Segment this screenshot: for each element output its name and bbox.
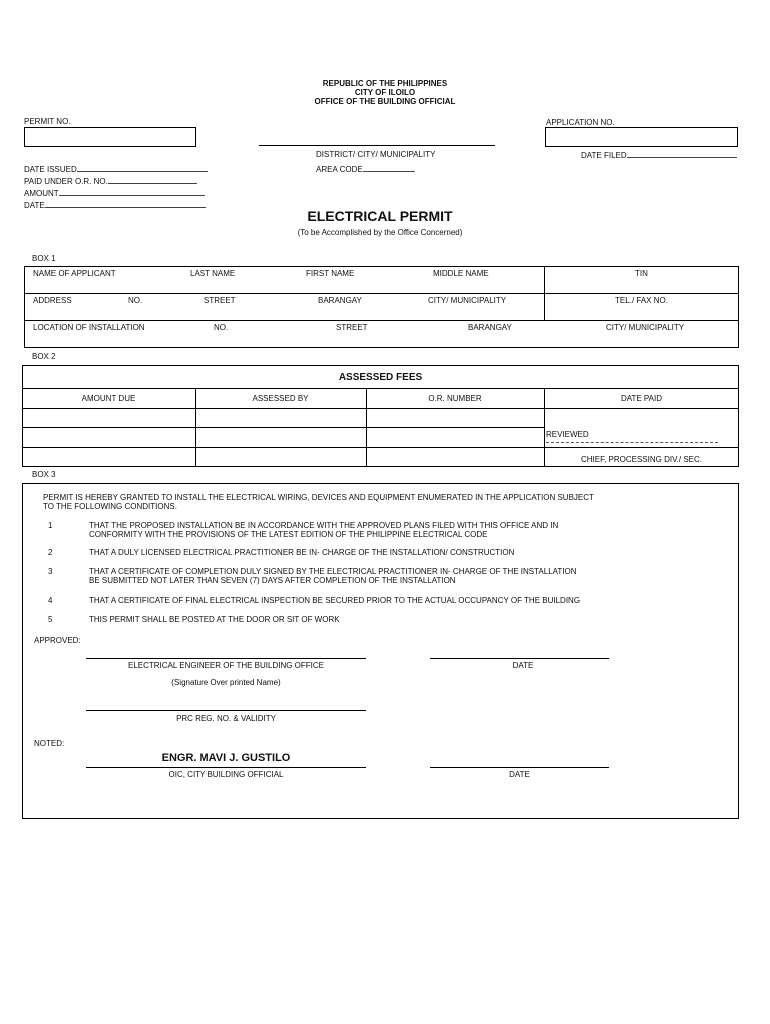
location-no-label: NO. <box>214 323 229 332</box>
official-signature-line <box>86 767 366 768</box>
address-street-label: STREET <box>204 296 236 305</box>
header-city: CITY OF ILOILO <box>354 88 416 97</box>
last-name-label: LAST NAME <box>190 269 236 278</box>
address-barangay-label: BARANGAY <box>318 296 362 305</box>
noted-label: NOTED: <box>34 739 65 748</box>
assessed-fees-title: ASSESSED FEES <box>338 372 423 383</box>
prc-label: PRC REG. NO. & VALIDITY <box>176 714 276 723</box>
header-office: OFFICE OF THE BUILDING OFFICIAL <box>314 97 456 106</box>
date-label: DATE <box>24 201 45 210</box>
date-field[interactable] <box>45 200 206 208</box>
chief-label: CHIEF, PROCESSING DIV./ SEC. <box>580 455 703 464</box>
box3-label: BOX 3 <box>32 470 56 479</box>
amount-label: AMOUNT <box>24 189 59 198</box>
date-filed-field[interactable] <box>627 150 737 158</box>
noted-date-line[interactable] <box>430 767 609 768</box>
application-no-label: APPLICATION NO. <box>546 118 615 127</box>
address-city-label: CITY/ MUNICIPALITY <box>428 296 507 305</box>
reviewed-label: REVIEWED <box>546 430 589 439</box>
amount-row <box>24 188 205 198</box>
location-street-label: STREET <box>336 323 368 332</box>
condition-text: THAT A DULY LICENSED ELECTRICAL PRACTITIONER BE IN- CHARGE OF THE INSTALLATION/ CONSTRUCTION <box>89 548 515 557</box>
amount-field[interactable] <box>59 188 205 196</box>
location-barangay-label: BARANGAY <box>468 323 512 332</box>
noted-date-label: DATE <box>509 770 530 779</box>
date-issued-field[interactable] <box>77 164 208 172</box>
engineer-label: ELECTRICAL ENGINEER OF THE BUILDING OFFICE <box>127 661 325 670</box>
condition-text: THAT A CERTIFICATE OF COMPLETION DULY SIGNED BY THE ELECTRICAL PRACTITIONER IN- CHARGE OF THE INSTALLATION <box>89 567 577 576</box>
permit-intro-line1: PERMIT IS HEREBY GRANTED TO INSTALL THE ELECTRICAL WIRING, DEVICES AND EQUIPMENT ENUMERATED IN THE APPLICATION SUBJECT <box>43 493 594 502</box>
address-no-label: NO. <box>128 296 143 305</box>
date-paid-header: DATE PAID <box>620 394 663 403</box>
location-city-label: CITY/ MUNICIPALITY <box>606 323 685 332</box>
tel-fax-label: TEL./ FAX NO. <box>615 296 668 305</box>
date-issued-row <box>24 164 208 174</box>
condition-number: 2 <box>48 548 53 557</box>
assessed-by-header: ASSESSED BY <box>252 394 309 403</box>
box2-label: BOX 2 <box>32 352 56 361</box>
condition-number: 1 <box>48 521 53 530</box>
condition-text: THAT A CERTIFICATE OF FINAL ELECTRICAL INSPECTION BE SECURED PRIOR TO THE ACTUAL OCCUPANCY OF THE BUILDING <box>89 596 581 605</box>
address-label: ADDRESS <box>33 296 72 305</box>
official-title: OIC, CITY BUILDING OFFICIAL <box>168 770 284 779</box>
condition-text-cont: CONFORMITY WITH THE PROVISIONS OF THE LATEST EDITION OF THE PHILIPPINE ELECTRICAL CODE <box>89 530 488 539</box>
first-name-label: FIRST NAME <box>306 269 355 278</box>
amount-due-header: AMOUNT DUE <box>81 394 136 403</box>
district-line[interactable] <box>259 145 495 146</box>
tin-label: TIN <box>635 269 648 278</box>
district-label: DISTRICT/ CITY/ MUNICIPALITY <box>316 150 436 159</box>
area-code-field[interactable] <box>363 164 415 172</box>
signature-note: (Signature Over printed Name) <box>171 678 281 687</box>
condition-text-cont: BE SUBMITTED NOT LATER THAN SEVEN (7) DAYS AFTER COMPLETION OF THE INSTALLATION <box>89 576 456 585</box>
approved-date-label: DATE <box>512 661 534 670</box>
official-name: ENGR. MAVI J. GUSTILO <box>161 752 291 764</box>
paid-under-field[interactable] <box>108 176 197 184</box>
permit-intro-line2: TO THE FOLLOWING CONDITIONS. <box>43 502 177 511</box>
date-filed-row <box>581 150 737 160</box>
page-subtitle: (To be Accomplished by the Office Concerned) <box>297 228 463 237</box>
prc-line[interactable] <box>86 710 366 711</box>
permit-no-label: PERMIT NO. <box>24 117 71 126</box>
location-label: LOCATION OF INSTALLATION <box>33 323 145 332</box>
area-code-label: AREA CODE <box>316 165 363 174</box>
approved-date-line[interactable] <box>430 658 609 659</box>
date-filed-label: DATE FILED <box>581 151 627 160</box>
box1-label: BOX 1 <box>32 254 56 263</box>
approved-label: APPROVED: <box>34 636 81 645</box>
engineer-signature-line[interactable] <box>86 658 366 659</box>
area-code-row <box>316 164 415 174</box>
name-of-applicant-label: NAME OF APPLICANT <box>33 269 116 278</box>
condition-number: 4 <box>48 596 53 605</box>
condition-number: 3 <box>48 567 53 576</box>
condition-number: 5 <box>48 615 53 624</box>
or-number-header: O.R. NUMBER <box>428 394 482 403</box>
paid-under-row <box>24 176 197 186</box>
header-republic: REPUBLIC OF THE PHILIPPINES <box>322 79 448 88</box>
middle-name-label: MIDDLE NAME <box>433 269 489 278</box>
reviewed-signature-line[interactable] <box>546 442 718 443</box>
permit-no-field[interactable] <box>24 127 196 147</box>
paid-under-label: PAID UNDER O.R. NO. <box>24 177 108 186</box>
condition-text: THIS PERMIT SHALL BE POSTED AT THE DOOR OR SIT OF WORK <box>89 615 340 624</box>
condition-text: THAT THE PROPOSED INSTALLATION BE IN ACCORDANCE WITH THE APPROVED PLANS FILED WITH THIS OFFICE AND IN <box>89 521 559 530</box>
application-no-field[interactable] <box>545 127 738 147</box>
page-title: ELECTRICAL PERMIT <box>307 208 453 224</box>
box1-table <box>24 266 739 348</box>
date-issued-label: DATE ISSUED <box>24 165 77 174</box>
